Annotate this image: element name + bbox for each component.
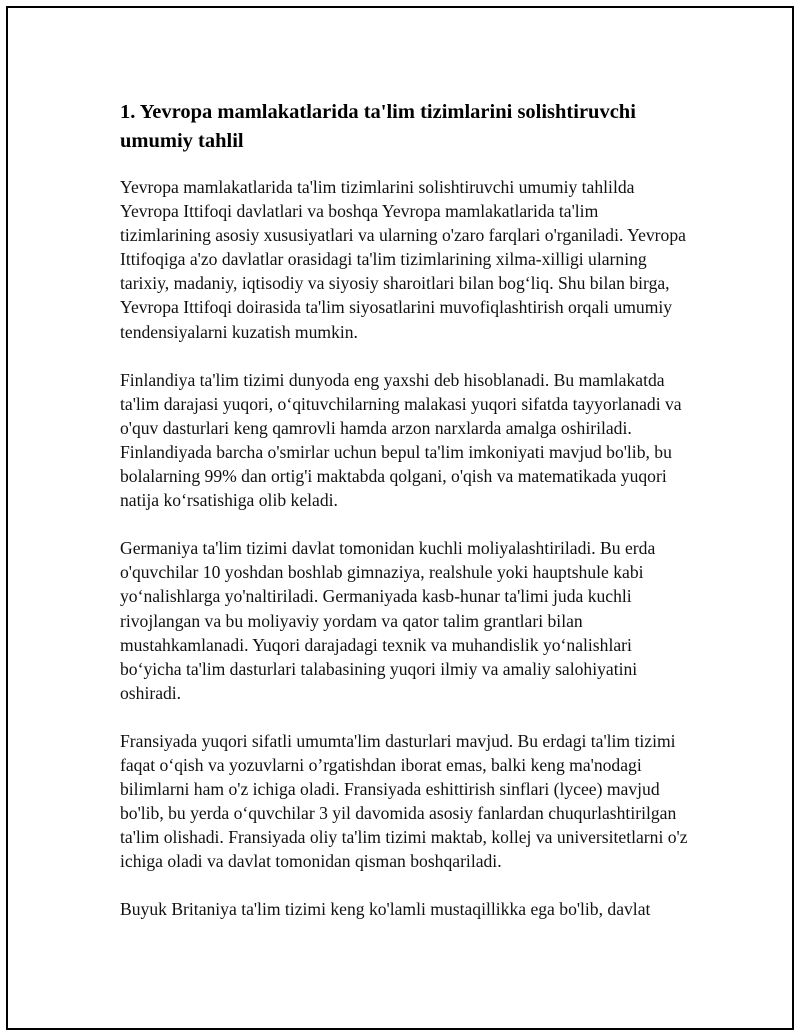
paragraph-finland: Finlandiya ta'lim tizimi dunyoda eng yaxshi deb hisoblanadi. Bu mamlakatda ta'lim darajasi yuqori, o‘qituvchilarning malakasi yuqori sifatda tayyorlanadi va o'quv dasturlari keng qamrovli hamda arzon narxlarda amalga oshiriladi. Finlandiyada barcha o'smirlar uchun bepul ta'lim imkoniyati mavjud bo'lib, bu bolalarning 99% dan ortig'i maktabda qolgani, o'qish va matematikada yuqori natija ko‘rsatishiga olib keladi. — [120, 369, 682, 511]
paragraph-great-britain: Buyuk Britaniya ta'lim tizimi keng ko'lamli mustaqillikka ega bo'lib, davlat — [120, 899, 651, 920]
document-body — [120, 98, 690, 946]
paragraph-eu-overview: Yevropa mamlakatlarida ta'lim tizimlarini solishtiruvchi umumiy tahlilda Yevropa Ittifoqi davlatlari va boshqa Yevropa mamlakatlarida ta'lim tizimlarining asosiy xususiyatlari va ularning o'zaro farqlari o'rganiladi. Yevropa Ittifoqiga a'zo davlatlar orasidagi ta'lim tizimlarining xilma-xilligi ularning tarixiy, madaniy, iqtisodiy va siyosiy sharoitlari bilan bog‘liq. Shu bilan birga, Yevropa Ittifoqi doirasida ta'lim siyosatlarini muvofiqlashtirish orqali umumiy tendensiyalarni kuzatish mumkin. — [120, 177, 686, 342]
paragraph-france: Fransiyada yuqori sifatli umumta'lim dasturlari mavjud. Bu erdagi ta'lim tizimi faqat o‘qish va yozuvlarni o’rgatishdan iborat emas, balki keng ma'nodagi bilimlarni ham o'z ichiga oladi. Fransiyada eshittirish sinflari (lycee) mavjud bo'lib, bu yerda o‘quvchilar 3 yil davomida asosiy fanlardan chuqurlashtirilgan ta'lim olishadi. Fransiyada oliy ta'lim tizimi maktab, kollej va universitetlarni o'z ichiga oladi va davlat tomonidan qisman boshqariladi. — [120, 730, 688, 872]
section-heading: 1. Yevropa mamlakatlarida ta'lim tizimlarini solishtiruvchi umumiy tahlil — [120, 101, 636, 152]
document-page — [6, 6, 794, 1030]
paragraph-germany: Germaniya ta'lim tizimi davlat tomonidan kuchli moliyalashtiriladi. Bu erda o'quvchilar 10 yoshdan boshlab gimnaziya, realshule yoki hauptshule kabi yo‘nalishlarga yo'naltiriladi. Germaniyada kasb-hunar ta'limi juda kuchli rivojlangan va bu moliyaviy yordam va qator talim grantlari bilan mustahkamlanadi. Yuqori darajadagi texnik va muhandislik yo‘nalishlari bo‘yicha ta'lim dasturlari talabasining yuqori ilmiy va amaliy salohiyatini oshiradi. — [120, 538, 656, 703]
